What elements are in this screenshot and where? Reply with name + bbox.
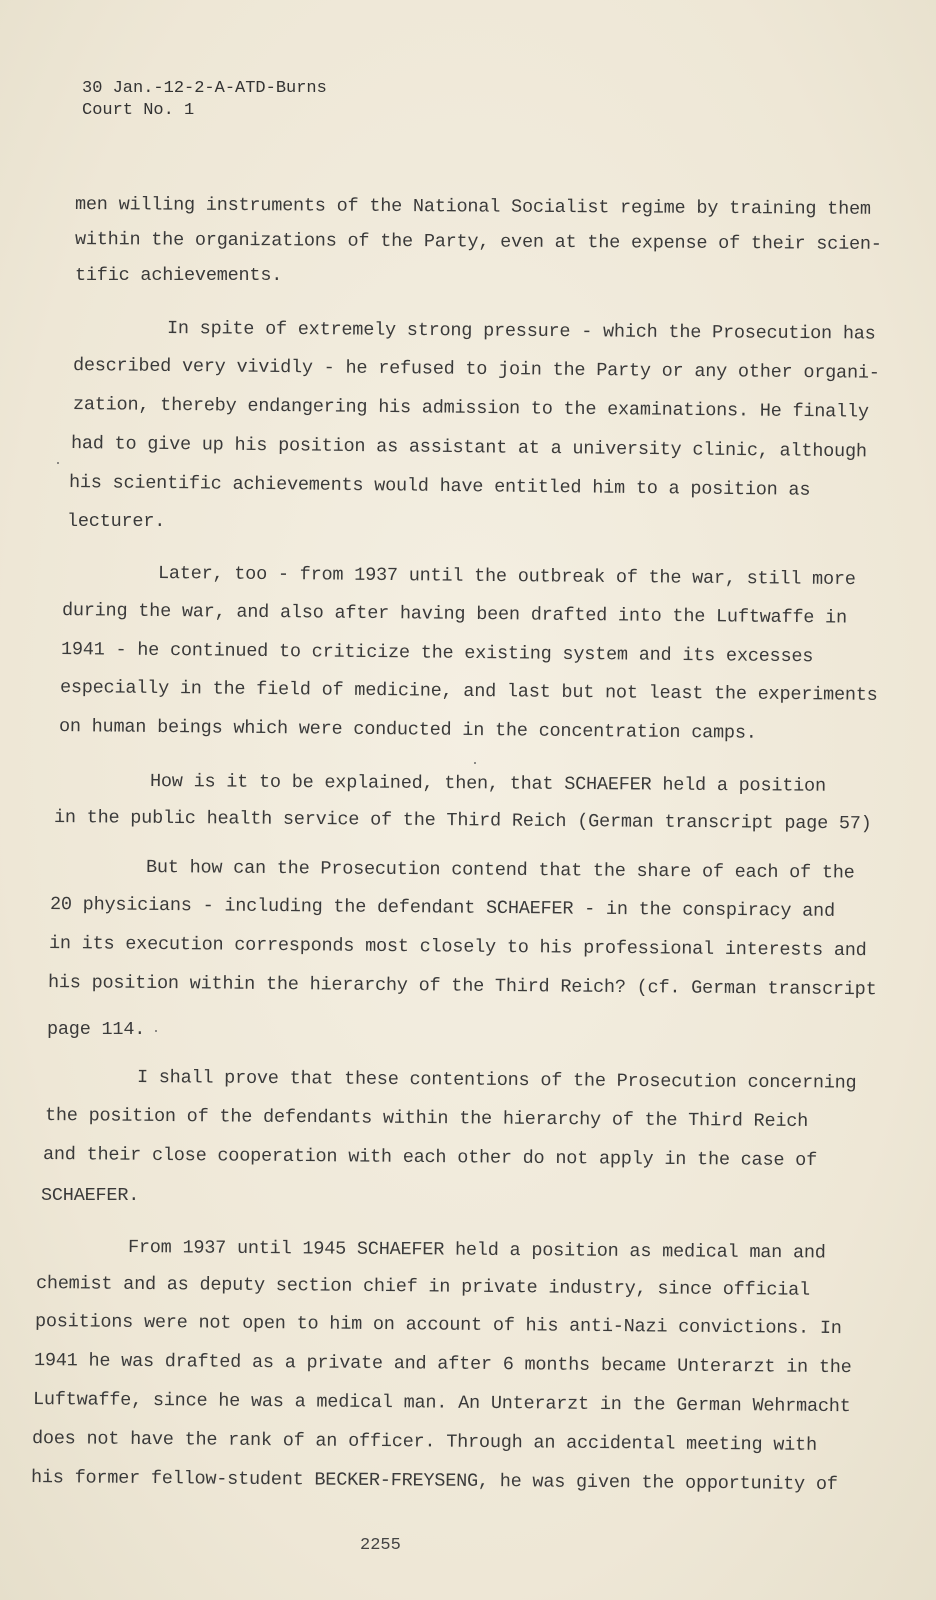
text-line: 20 physicians - including the defendant SCHAEFER - in the conspiracy and — [49, 894, 835, 922]
text-line: tific achievements. — [75, 265, 283, 286]
paper-speck — [474, 762, 476, 764]
text-line: and their close cooperation with each other do not apply in the case of — [42, 1144, 818, 1172]
paper-speck — [57, 462, 59, 464]
text-line: during the war, and also after having been drafted into the Luftwaffe in — [61, 600, 848, 629]
text-line: page 114. — [47, 1019, 146, 1040]
text-line: the position of the defendants within the hierarchy of the Third Reich — [44, 1105, 809, 1132]
text-line: I shall prove that these contentions of the Prosecution concerning — [136, 1067, 857, 1094]
text-line: Later, too - from 1937 until the outbreak of the war, still more — [157, 563, 856, 591]
text-line: his position within the hierarchy of the Third Reich? (cf. German transcript — [47, 972, 877, 1001]
text-line: But how can the Prosecution contend that the share of each of the — [145, 857, 855, 884]
header-date-code: 30 Jan.-12-2-A-ATD-Burns — [82, 79, 327, 98]
text-line: positions were not open to him on account of his anti-Nazi convictions. In — [34, 1311, 842, 1340]
text-line: SCHAEFER. — [41, 1185, 140, 1206]
text-line: his former fellow-student BECKER-FREYSENG, he was given the opportunity of — [30, 1467, 838, 1496]
page-number: 2255 — [360, 1536, 401, 1555]
text-line: men willing instruments of the National Socialist regime by training them — [74, 194, 871, 220]
document-header — [82, 78, 327, 122]
text-line: lecturer. — [67, 511, 166, 532]
text-line: in its execution corresponds most closely to his professional interests and — [48, 933, 867, 962]
text-line: his scientific achievements would have entitled him to a position as — [68, 472, 811, 501]
text-line: in the public health service of the Third Reich (German transcript page 57) — [53, 807, 872, 835]
text-line: does not have the rank of an officer. Through an accidental meeting with — [31, 1428, 817, 1456]
text-line: How is it to be explained, then, that SCHAEFER held a position — [149, 771, 826, 797]
text-line: Luftwaffe, since he was a medical man. An Unterarzt in the German Wehrmacht — [32, 1389, 851, 1418]
text-line: described very vividly - he refused to join the Party or any other organi- — [72, 355, 880, 384]
text-line: on human beings which were conducted in the concentration camps. — [58, 716, 757, 744]
text-line: zation, thereby endangering his admission to the examinations. He finally — [72, 394, 869, 423]
paper-speck — [155, 1030, 157, 1032]
text-line: 1941 - he continued to criticize the existing system and its excesses — [60, 639, 814, 668]
header-court-number: Court No. 1 — [82, 101, 195, 120]
text-line: especially in the field of medicine, and last but not least the experiments — [59, 677, 878, 706]
text-line: In spite of extremely strong pressure - which the Prosecution has — [166, 318, 876, 345]
text-line: chemist and as deputy section chief in private industry, since official — [35, 1273, 811, 1301]
text-line: had to give up his position as assistant at a university clinic, although — [70, 433, 867, 463]
text-line: From 1937 until 1945 SCHAEFER held a position as medical man and — [127, 1237, 826, 1264]
text-line: 1941 he was drafted as a private and after 6 months became Unterarzt in the — [33, 1350, 852, 1379]
text-line: within the organizations of the Party, even at the expense of their scien- — [74, 229, 882, 255]
